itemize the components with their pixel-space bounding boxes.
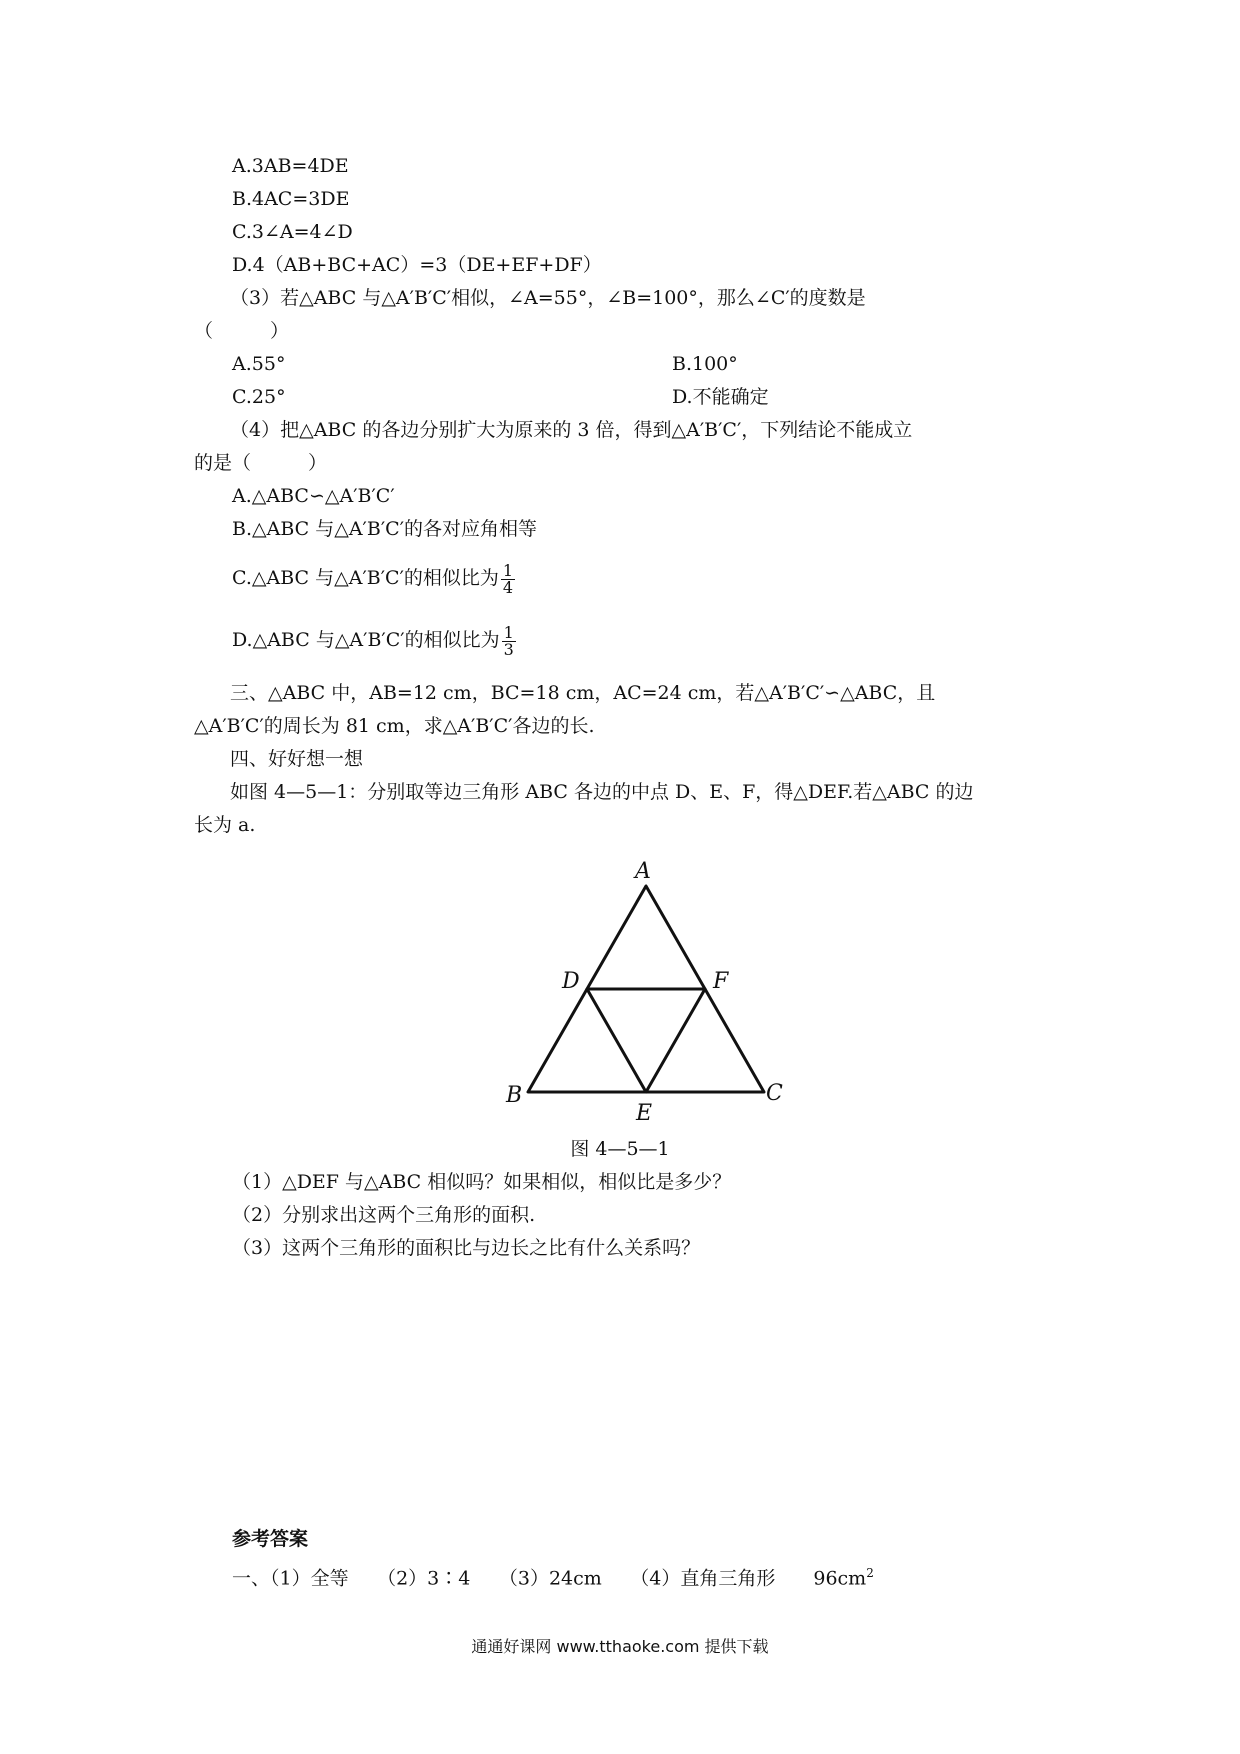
part3-line1: 三、△ABC 中，AB=12 cm，BC=18 cm，AC=24 cm，若△A′B′C′∽△ABC，且 [230,682,936,704]
q3-option-a: A.55° [232,353,286,375]
q2-option-c: C.3∠A=4∠D [232,221,353,243]
q4-option-d-text: D.△ABC 与△A′B′C′的相似比为 [232,629,500,651]
vertex-label-d: D [562,969,580,994]
vertex-label-e: E [636,1101,653,1126]
figure-caption: 图 4—5—1 [570,1138,670,1160]
q3-stem-line2: （ ） [194,320,290,342]
q3-option-c: C.25° [232,386,286,408]
fraction [502,622,516,659]
q4-stem-line1: （4）把△ABC 的各边分别扩大为原来的 3 倍，得到△A′B′C′，下列结论不能成立 [230,419,913,441]
fraction-numerator: 1 [503,622,514,642]
part4-heading: 四、好好想一想 [230,748,364,770]
part4-line1: 如图 4—5—1：分别取等边三角形 ABC 各边的中点 D、E、F，得△DEF.若△ABC 的边 [230,781,974,803]
q4-option-a: A.△ABC∽△A′B′C′ [232,485,395,507]
q3-option-d: D.不能确定 [672,386,769,408]
q4-option-c-text: C.△ABC 与△A′B′C′的相似比为 [232,567,499,589]
q2-option-d: D.4（AB+BC+AC）=3（DE+EF+DF） [232,254,602,276]
part4-sub1: （1）△DEF 与△ABC 相似吗？如果相似，相似比是多少？ [232,1171,732,1193]
part4-sub2: （2）分别求出这两个三角形的面积. [232,1204,536,1226]
vertex-label-c: C [766,1081,783,1106]
answers-text: 一、（1）全等 （2）3∶4 （3）24cm （4）直角三角形 96cm [232,1567,867,1590]
page-footer: 通通好课网 www.tthaoke.com 提供下载 [471,1637,769,1656]
answers-line1 [232,1561,874,1590]
q4-option-b: B.△ABC 与△A′B′C′的各对应角相等 [232,518,538,540]
part3-line2: △A′B′C′的周长为 81 cm，求△A′B′C′各边的长. [194,715,595,737]
vertex-label-b: B [506,1083,523,1108]
part4-line2: 长为 a. [194,814,256,836]
part4-sub3: （3）这两个三角形的面积比与边长之比有什么关系吗？ [232,1237,701,1259]
fraction-denominator: 3 [503,639,514,659]
q2-option-a: A.3AB=4DE [232,155,349,177]
vertex-label-a: A [635,859,651,884]
vertex-label-f: F [713,969,729,994]
q2-option-b: B.4AC=3DE [232,188,350,210]
answers-heading: 参考答案 [232,1528,309,1550]
q3-option-b: B.100° [672,353,738,375]
q3-stem-line1: （3）若△ABC 与△A′B′C′相似，∠A=55°，∠B=100°，那么∠C′的度数是 [230,287,866,309]
fraction-denominator: 4 [502,577,514,597]
triangle-def [587,989,705,1092]
q4-option-c [232,560,515,596]
q4-stem-line2: 的是（ ） [194,452,328,474]
superscript: 2 [866,1566,874,1580]
q4-option-d [232,622,516,658]
fraction-numerator: 1 [502,560,514,580]
triangle-figure [500,850,800,1140]
fraction [501,560,515,597]
